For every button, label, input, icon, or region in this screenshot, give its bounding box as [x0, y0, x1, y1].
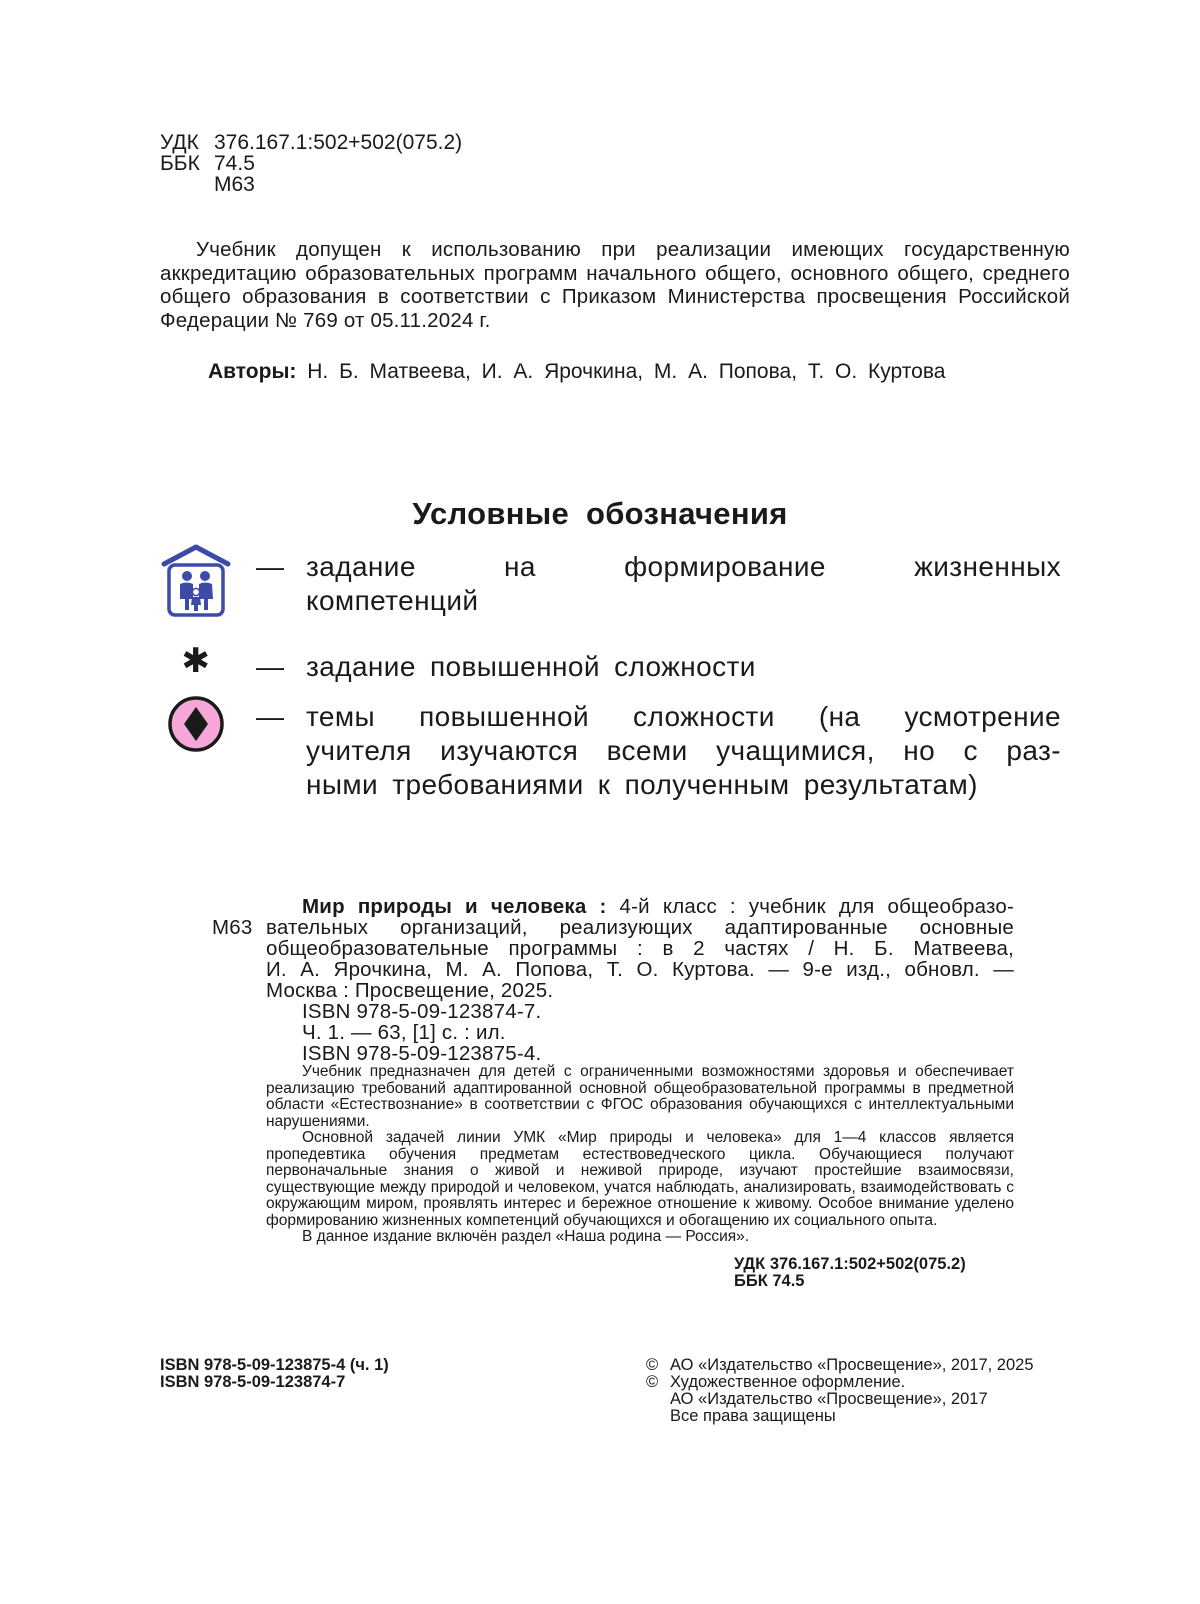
copyright-symbol: © — [646, 1373, 659, 1391]
copyright-line: АО «Издательство «Просвещение», 2017, 2025 — [670, 1356, 1034, 1374]
legend-line: задание повышенной сложности — [306, 651, 756, 682]
annotation-paragraph: Учебник предназначен для детей с ограниченными возможностями здоровья и обеспечивает реализацию требований адаптированной основной общеобразовательной программы в предметной области «Естествознание» в соответствии с ФГОС образования обучающихся с интеллектуальными нарушениями. — [266, 1063, 1014, 1130]
bib-classification — [734, 1256, 1014, 1290]
diamond-circle-icon — [160, 694, 232, 754]
authors-names: Н. Б. Матвеева, И. А. Ярочкина, М. А. Попова, Т. О. Куртова — [307, 360, 946, 383]
isbn-line: ISBN 978-5-09-123875-4 (ч. 1) — [160, 1356, 389, 1374]
bib-line: 4-й класс : учебник для общеобразо- — [619, 895, 1014, 918]
legend-title: Условные обозначения — [412, 496, 788, 531]
copyright-symbol: © — [646, 1356, 659, 1374]
udk-label: УДК — [160, 131, 199, 154]
author-mark: М63 — [214, 173, 255, 196]
annotation-paragraph: Основной задачей линии УМК «Мир природы и человека» для 1—4 классов является пропедевтика обучения предметам естествоведческого цикла. Обучающиеся получают первоначальные знания о живой и неживой природе, изучают простейшие взаимосвязи, существующие между природой и человеком, учатся наблюдать, анализировать, взаимодействовать с окружающим миром, проявлять интерес и бережное отношение к живому. Особое внимание уделено формированию жизненных компетенций обучающихся и обогащению их социального опыта. — [266, 1129, 1014, 1229]
legend-item-hard-task — [160, 642, 1060, 688]
copyright-notice — [646, 1357, 1034, 1425]
approval-notice — [160, 238, 1070, 332]
udk-value: 376.167.1:502+502(075.2) — [214, 131, 463, 154]
bibliographic-record — [160, 896, 1014, 1290]
family-house-icon — [160, 544, 232, 620]
isbn-line: ISBN 978-5-09-123874-7 — [160, 1373, 346, 1391]
approval-text: Учебник допущен к использованию при реализации имеющих государственную аккредитацию образовательных программ начального общего, основного общего, среднего общего образования в соответствии с Приказом Министерства просвещения Российской Федерации № 769 от 05.11.2024 г. — [160, 238, 1070, 332]
legend-dash: — — [256, 651, 285, 682]
bib-annotation — [266, 1064, 1014, 1246]
legend-line: темы повышенной сложности (на усмотрение — [306, 701, 1061, 732]
classification-codes — [160, 132, 462, 195]
bib-author-mark: М63 — [212, 916, 253, 939]
bib-isbn-set: ISBN 978-5-09-123874-7. — [302, 1000, 542, 1023]
copyright-line: АО «Издательство «Просвещение», 2017 — [670, 1390, 988, 1408]
legend-item-hard-topics — [160, 700, 1060, 810]
legend-line: учителя изучаются всеми учащимися, но с раз- — [306, 735, 1061, 766]
bib-udk: УДК 376.167.1:502+502(075.2) — [734, 1254, 966, 1273]
bib-line: вательных организаций, реализующих адаптированные основные — [266, 916, 1014, 939]
asterisk-icon: ✱ — [181, 642, 211, 680]
copyright-line: Все права защищены — [670, 1407, 836, 1425]
copyright-line: Художественное оформление. — [670, 1373, 906, 1391]
bbk-label: ББК — [160, 152, 200, 175]
bib-description — [160, 896, 1014, 1064]
bib-bbk: ББК 74.5 — [734, 1271, 805, 1290]
bib-line: общеобразовательные программы : в 2 частях / Н. Б. Матвеева, — [266, 937, 1014, 960]
legend-line: задание на формирование жизненных — [306, 551, 1061, 582]
legend-dash: — — [256, 701, 285, 732]
bbk-value: 74.5 — [214, 152, 255, 175]
bib-part: Ч. 1. — 63, [1] с. : ил. — [302, 1021, 506, 1044]
bib-line: Москва : Просвещение, 2025. — [266, 979, 554, 1002]
legend-item-life-competence — [160, 550, 1060, 630]
bib-isbn-part: ISBN 978-5-09-123875-4. — [302, 1042, 542, 1065]
authors-label: Авторы: — [208, 360, 297, 383]
legend-dash: — — [256, 551, 285, 582]
isbn-footer — [160, 1357, 389, 1391]
annotation-paragraph: В данное издание включён раздел «Наша родина — Россия». — [302, 1228, 750, 1245]
bib-title: Мир природы и человека : — [302, 895, 607, 918]
authors-line — [208, 360, 945, 384]
legend-line: компетенций — [306, 585, 479, 616]
legend-line: ными требованиями к полученным результатам) — [306, 769, 978, 800]
bib-line: И. А. Ярочкина, М. А. Попова, Т. О. Куртова. — 9-е изд., обновл. — — [266, 958, 1014, 981]
